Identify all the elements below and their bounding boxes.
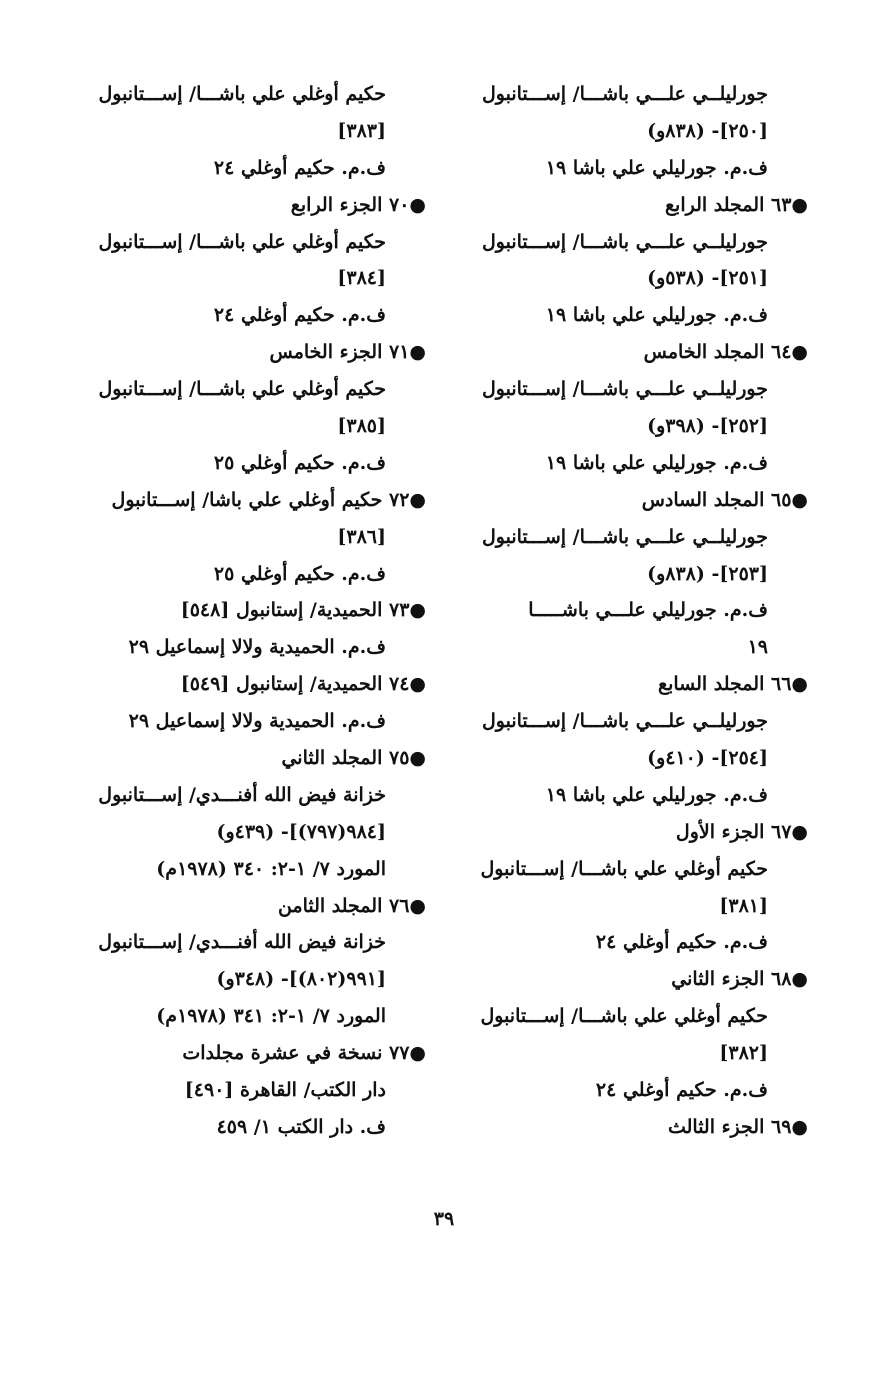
- left-column: [81, 76, 426, 1146]
- entry-line: ف. دار الكتب ١/ ٤٥٩: [216, 1115, 386, 1138]
- entry-line: خزانة فيض الله أفنـــدي/ إســـتانبول: [98, 783, 386, 806]
- entry-line: [٢٥٠]- (٨٣٨و): [647, 119, 768, 142]
- entry-line: المورد ٧/ ١-٢: ٣٤١ (١٩٧٨م): [156, 1005, 386, 1028]
- entry-line: [٣٨١]: [719, 894, 768, 917]
- entry-heading: ●٦٦ المجلد السابع: [657, 673, 808, 696]
- entry-line: المورد ٧/ ١-٢: ٣٤٠ (١٩٧٨م): [156, 857, 386, 880]
- entry-line: ف.م. جورليلي علـــي باشـــــا: [528, 599, 768, 622]
- entry-heading: ●٦٧ الجزء الأول: [675, 820, 808, 843]
- entry-line: جورليلــي علـــي باشـــا/ إســـتانبول: [481, 710, 768, 733]
- entry-line: ١٩: [747, 636, 768, 659]
- entry-line: ف.م. حكيم أوغلي ٢٤: [213, 304, 386, 327]
- right-column: [463, 76, 808, 1146]
- entry-line: ف.م. حكيم أوغلي ٢٤: [213, 156, 386, 179]
- entry-line: حكيم أوغلي علي باشـــا/ إســـتانبول: [480, 1005, 768, 1028]
- entry-heading: ●٧٥ المجلد الثاني: [281, 747, 426, 770]
- entry-line: حكيم أوغلي علي باشـــا/ إســـتانبول: [480, 857, 768, 880]
- page-number: ٣٩: [433, 1208, 455, 1230]
- entry-line: [٣٨٢]: [719, 1042, 768, 1065]
- entry-line: حكيم أوغلي علي باشـــا/ إســـتانبول: [98, 230, 386, 253]
- entry-line: جورليلــي علـــي باشـــا/ إســـتانبول: [481, 230, 768, 253]
- entry-line: جورليلــي علـــي باشـــا/ إســـتانبول: [481, 525, 768, 548]
- entry-line: ف.م. جورليلي علي باشا ١٩: [545, 783, 768, 806]
- entry-line: ف.م. الحميدية ولالا إسماعيل ٢٩: [128, 710, 386, 733]
- entry-line: ف.م. حكيم أوغلي ٢٥: [213, 451, 386, 474]
- entry-heading: ●٧٢ حكيم أوغلي علي باشا/ إســـتانبول: [111, 488, 426, 511]
- entry-line: [٢٥٢]- (٣٩٨و): [647, 415, 768, 438]
- entry-line: ف.م. جورليلي علي باشا ١٩: [545, 156, 768, 179]
- entry-line: [٣٨٤]: [337, 267, 386, 290]
- entry-line: [٩٨٤(٧٩٧)]- (٤٣٩و): [216, 820, 386, 843]
- entry-line: حكيم أوغلي علي باشـــا/ إســـتانبول: [98, 83, 386, 105]
- entry-heading: ●٧٠ الجزء الرابع: [290, 193, 426, 216]
- entry-heading: ●٦٤ المجلد الخامس: [643, 341, 808, 364]
- entry-heading: ●٦٣ المجلد الرابع: [664, 193, 808, 216]
- entry-line: [٢٥١]- (٥٣٨و): [647, 267, 768, 290]
- entry-line: [٩٩١(٨٠٢)]- (٣٤٨و): [216, 968, 386, 991]
- entry-line: دار الكتب/ القاهرة [٤٩٠]: [184, 1079, 386, 1102]
- entry-heading: ●٧٣ الحميدية/ إستانبول [٥٤٨]: [180, 599, 426, 622]
- entry-heading: ●٧٤ الحميدية/ إستانبول [٥٤٩]: [180, 673, 426, 696]
- entry-line: [٢٥٤]- (٤١٠و): [647, 747, 768, 770]
- entry-line: ف.م. جورليلي علي باشا ١٩: [545, 304, 768, 327]
- entry-line: ف.م. الحميدية ولالا إسماعيل ٢٩: [128, 636, 386, 659]
- entry-line: [٣٨٣]: [337, 119, 386, 142]
- entry-heading: ●٦٩ الجزء الثالث: [667, 1115, 808, 1138]
- entry-heading: ●٦٥ المجلد السادس: [641, 488, 808, 511]
- entry-line: جورليلــي علـــي باشـــا/ إســـتانبول: [481, 83, 768, 105]
- entry-line: [٢٥٣]- (٨٣٨و): [647, 562, 768, 585]
- entry-line: [٣٨٦]: [337, 525, 386, 548]
- entry-line: [٣٨٥]: [337, 415, 386, 438]
- entry-line: خزانة فيض الله أفنـــدي/ إســـتانبول: [98, 931, 386, 954]
- entry-line: حكيم أوغلي علي باشـــا/ إســـتانبول: [98, 378, 386, 401]
- entry-heading: ●٧٧ نسخة في عشرة مجلدات: [182, 1042, 426, 1065]
- entry-heading: ●٧٦ المجلد الثامن: [277, 894, 426, 917]
- entry-heading: ●٦٨ الجزء الثاني: [671, 968, 808, 991]
- entry-heading: ●٧١ الجزء الخامس: [269, 341, 426, 364]
- entry-line: جورليلــي علـــي باشـــا/ إســـتانبول: [481, 378, 768, 401]
- entry-line: ف.م. جورليلي علي باشا ١٩: [545, 451, 768, 474]
- entry-line: ف.م. حكيم أوغلي ٢٤: [595, 931, 768, 954]
- entry-line: ف.م. حكيم أوغلي ٢٥: [213, 562, 386, 585]
- entry-line: ف.م. حكيم أوغلي ٢٤: [595, 1079, 768, 1102]
